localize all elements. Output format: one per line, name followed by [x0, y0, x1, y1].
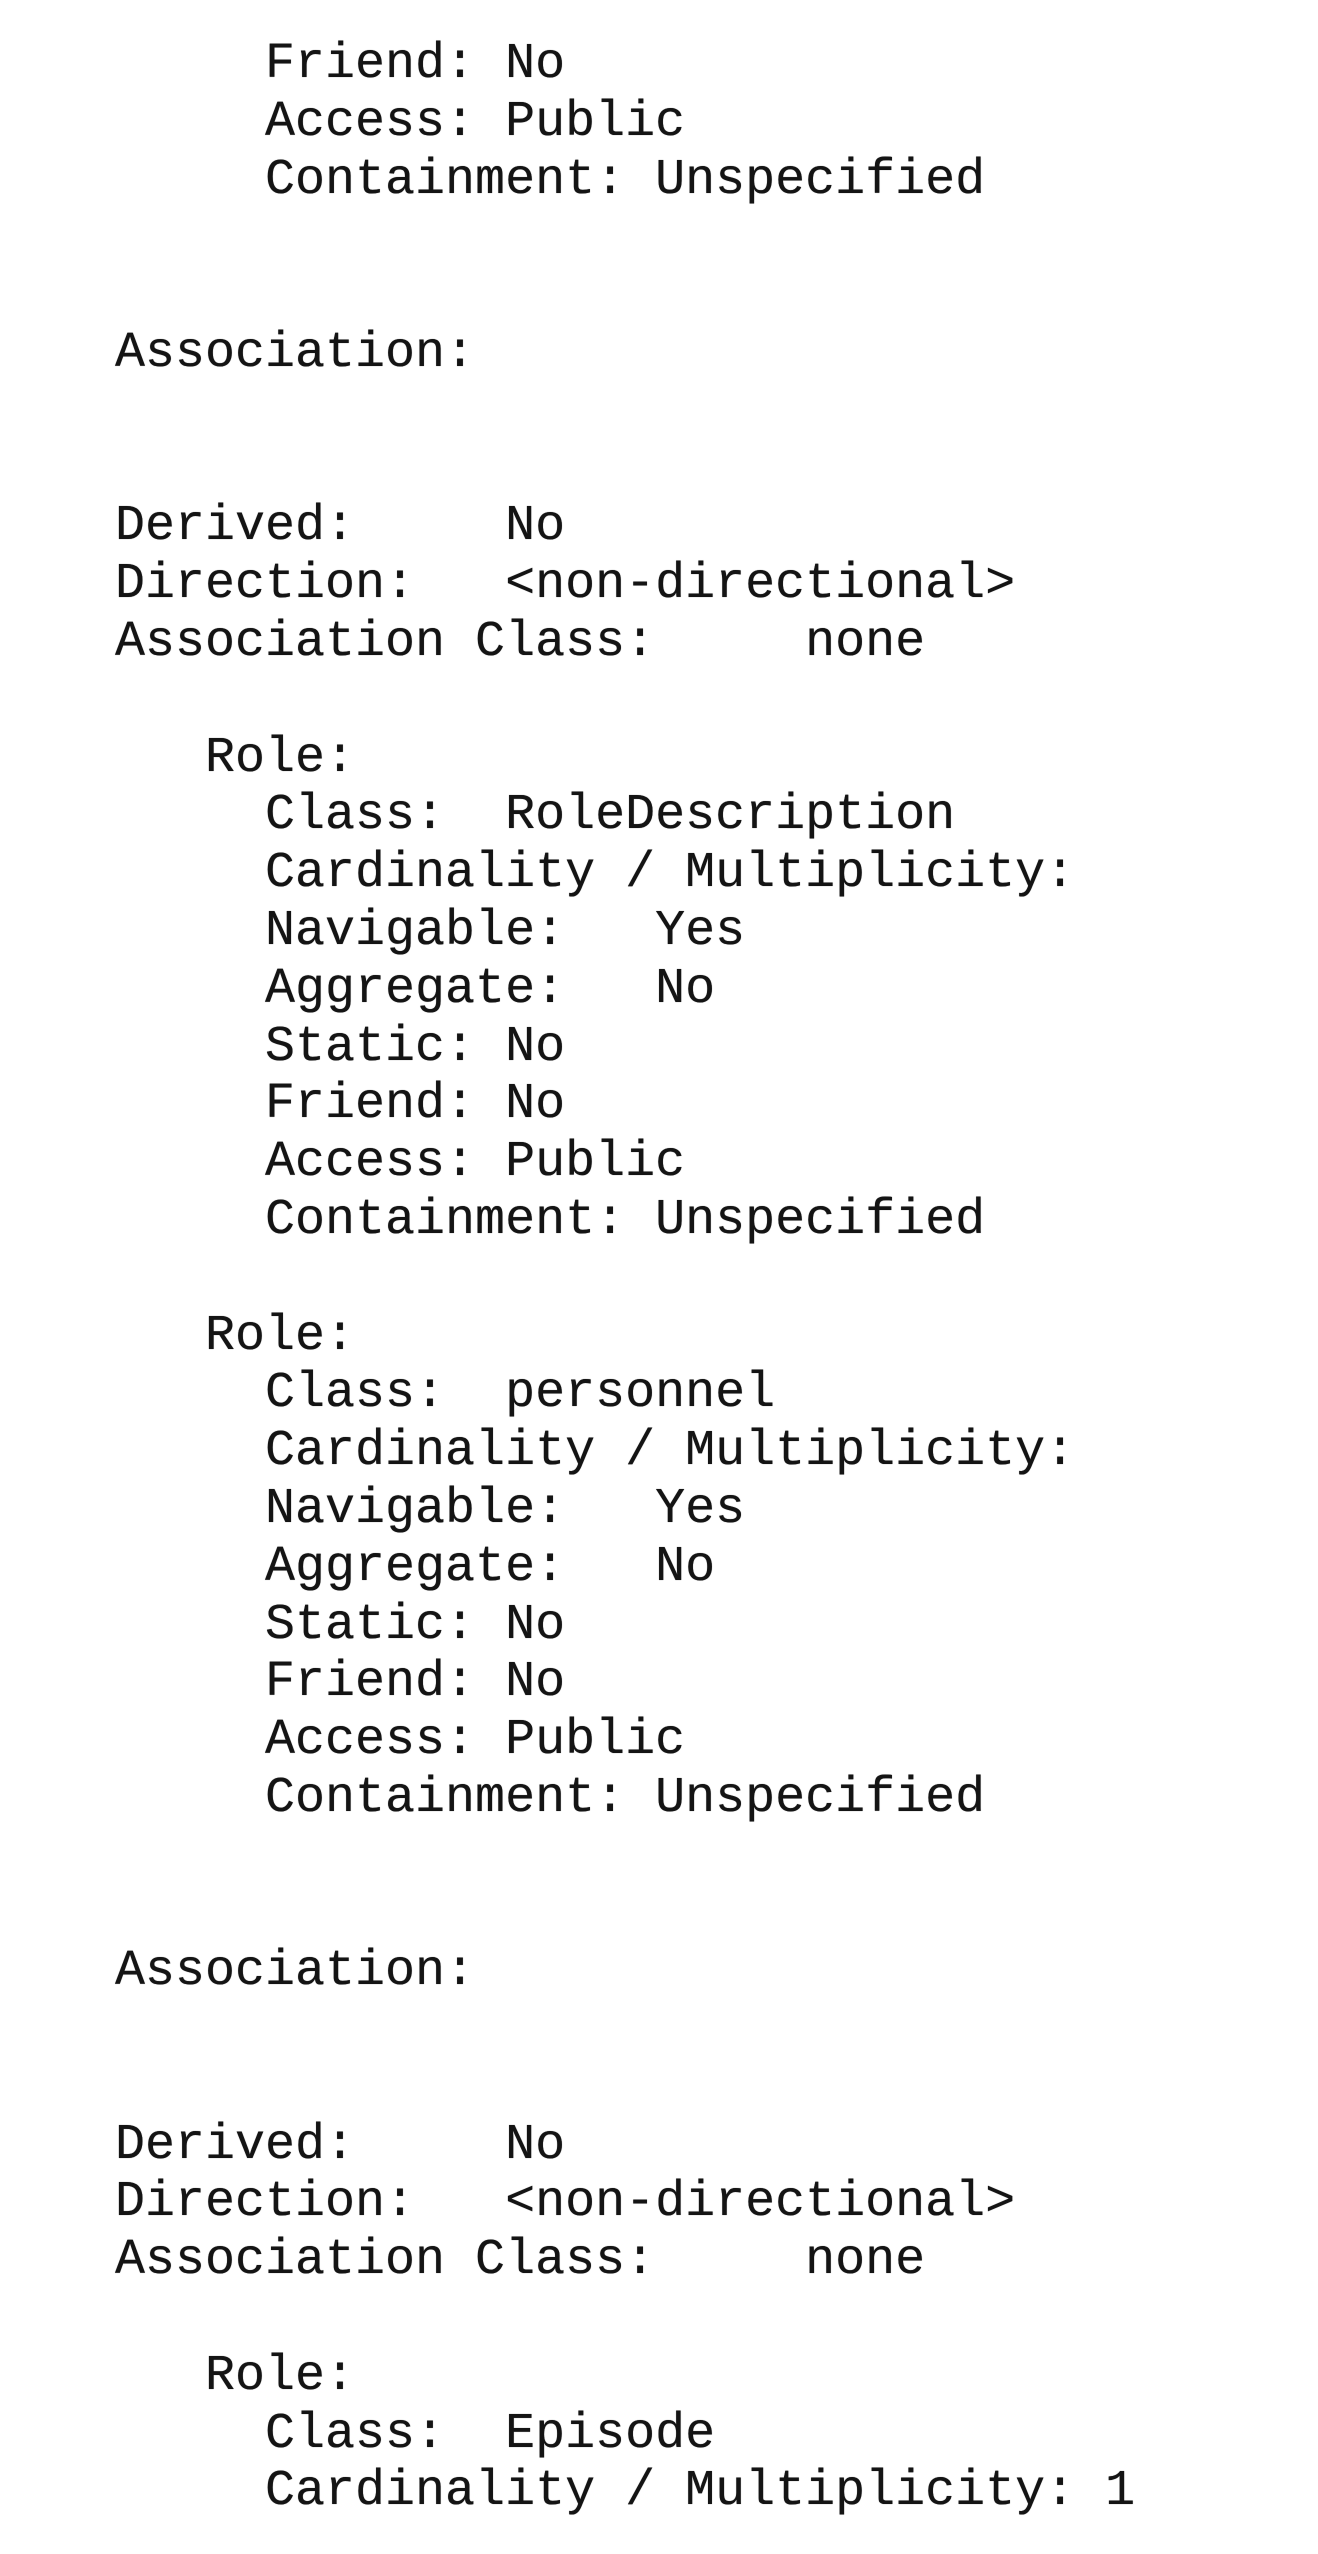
blank-line: [115, 672, 1308, 730]
text-line: Class: RoleDescription: [115, 787, 956, 845]
text-line: Static: No: [115, 1018, 566, 1076]
text-line: Derived: No: [115, 2116, 566, 2174]
blank-line: [115, 441, 1308, 499]
blank-line: [115, 383, 1308, 441]
blank-line: [115, 1886, 1308, 1944]
text-line: Navigable: Yes: [115, 1480, 746, 1538]
text-line: Aggregate: No: [115, 1538, 716, 1596]
text-line: Derived: No: [115, 498, 566, 556]
text-line: Access: Public: [115, 93, 686, 151]
text-line: Access: Public: [115, 1134, 686, 1192]
blank-line: [115, 2290, 1308, 2348]
text-line: Direction: <non-directional>: [115, 556, 1016, 614]
text-line: Containment: Unspecified: [115, 151, 986, 209]
text-line: Friend: No: [115, 36, 566, 93]
blank-line: [115, 1828, 1308, 1886]
blank-line: [115, 267, 1308, 325]
document-text-block: [115, 36, 1308, 2521]
text-line: Cardinality / Multiplicity: 1: [115, 2463, 1136, 2521]
text-line: Aggregate: No: [115, 960, 716, 1018]
text-line: Access: Public: [115, 1712, 686, 1770]
text-line: Class: Episode: [115, 2405, 716, 2463]
blank-line: [115, 2001, 1308, 2059]
text-line: Cardinality / Multiplicity:: [115, 1423, 1076, 1481]
text-line: Role:: [115, 1307, 356, 1365]
text-line: Static: No: [115, 1596, 566, 1654]
text-line: Friend: No: [115, 1654, 566, 1712]
text-line: Direction: <non-directional>: [115, 2174, 1016, 2232]
text-line: Role:: [115, 729, 356, 787]
text-line: Containment: Unspecified: [115, 1191, 986, 1249]
text-line: Association Class: none: [115, 613, 926, 671]
blank-line: [115, 2059, 1308, 2117]
blank-line: [115, 209, 1308, 267]
blank-line: [115, 1250, 1308, 1308]
text-line: Navigable: Yes: [115, 902, 746, 960]
text-line: Association Class: none: [115, 2232, 926, 2290]
text-line: Role:: [115, 2347, 356, 2405]
text-line: Friend: No: [115, 1076, 566, 1134]
text-line: Containment: Unspecified: [115, 1769, 986, 1827]
text-line: Cardinality / Multiplicity:: [115, 845, 1076, 903]
text-line: Class: personnel: [115, 1365, 776, 1423]
text-line: Association:: [115, 1943, 476, 2001]
text-line: Association:: [115, 324, 476, 382]
